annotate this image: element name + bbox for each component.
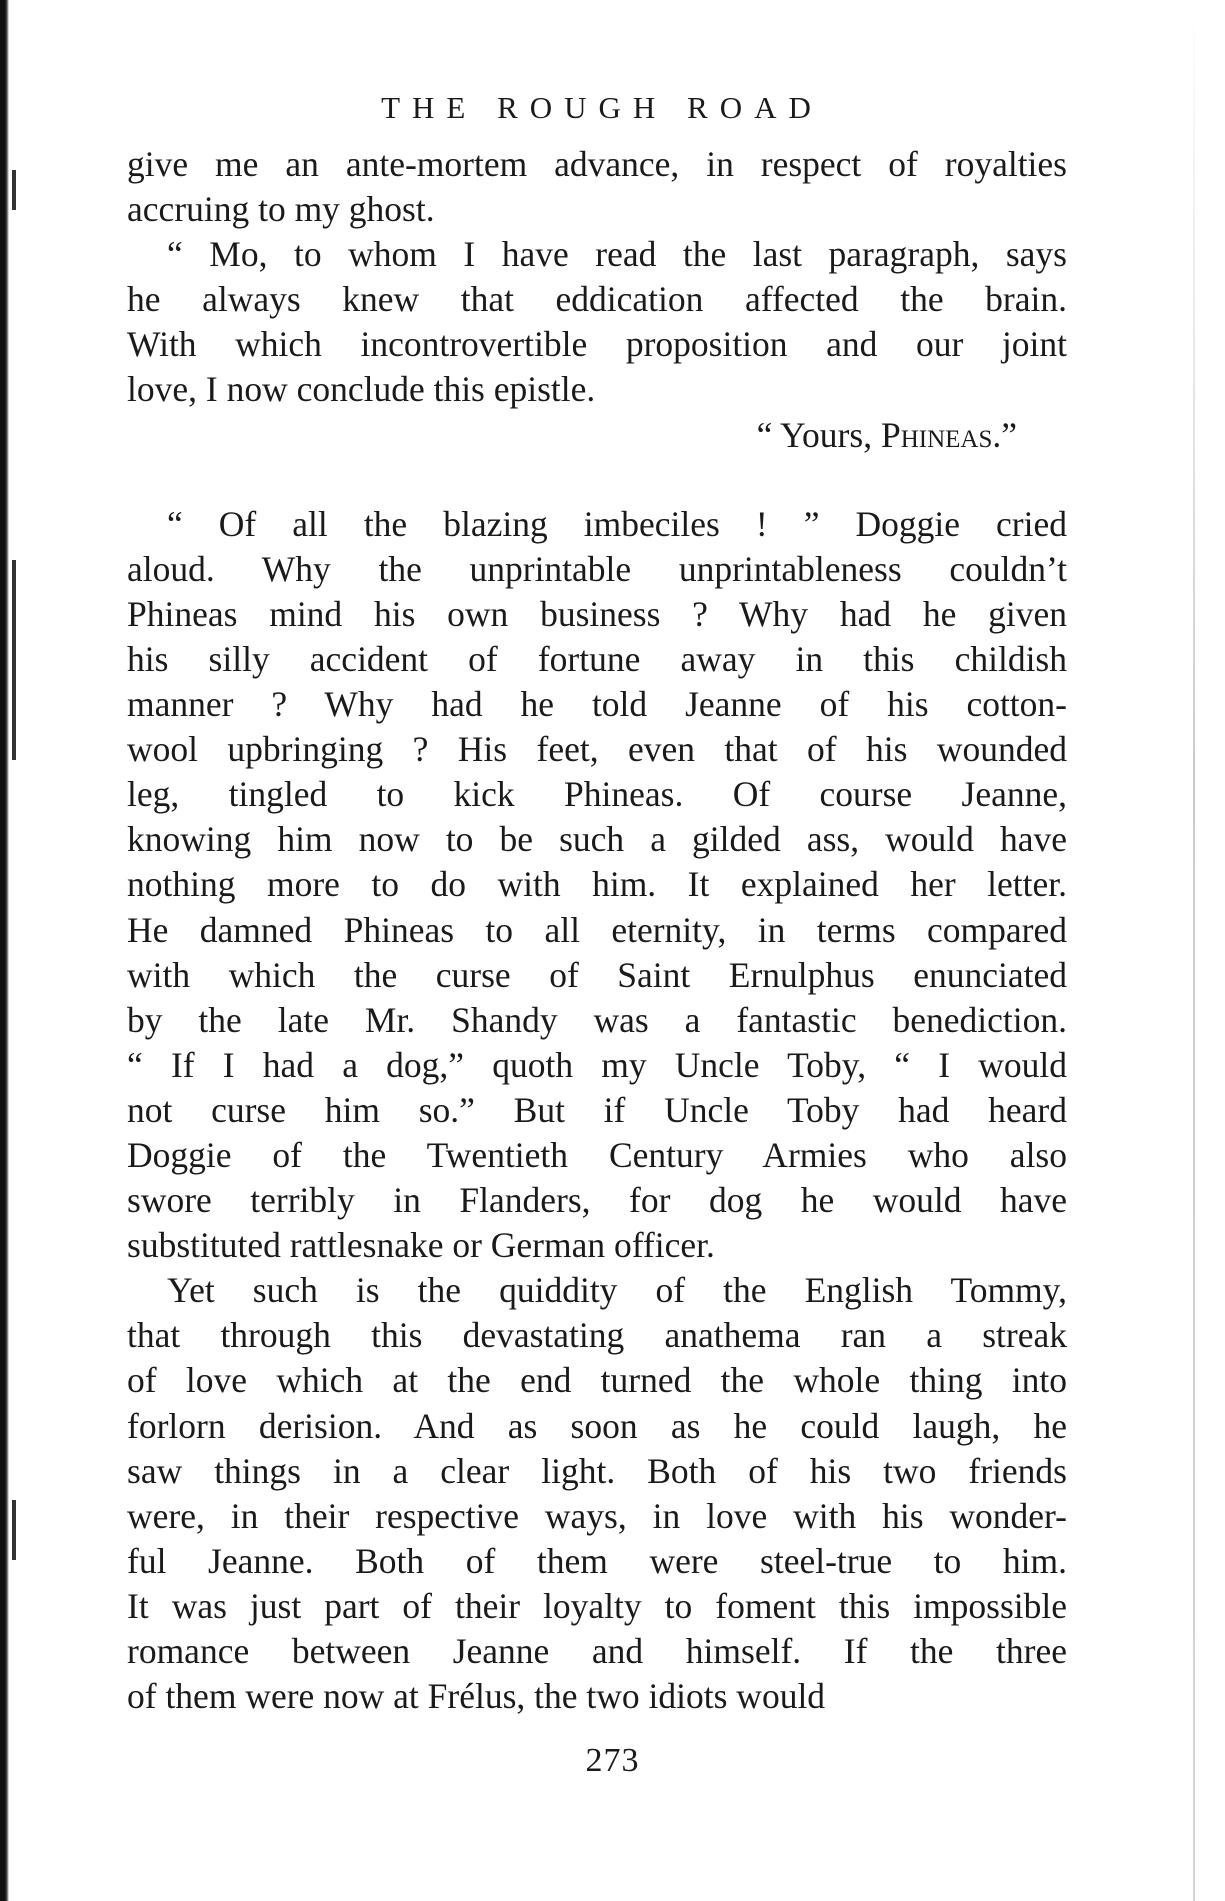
signature-suffix: .” [992, 414, 1017, 455]
text-line: accruing to my ghost. [127, 189, 435, 230]
signature-prefix: “ Yours, [756, 414, 881, 455]
text-line: with which the curse of Saint Ernulphus enunciated [127, 954, 1067, 995]
paragraph [127, 142, 1067, 232]
text-line: knowing him now to be such a gilded ass, would have [127, 819, 1067, 860]
signature-name: Phineas [880, 414, 993, 455]
text-line: “ If I had a dog,” quoth my Uncle Toby, “ I would [127, 1044, 1067, 1085]
running-head: THE ROUGH ROAD [381, 90, 823, 125]
text-block-narrative [127, 502, 1067, 1720]
text-line: by the late Mr. Shandy was a fantastic benediction. [127, 999, 1067, 1040]
binding-mark [12, 1500, 16, 1560]
page-number: 273 [585, 1742, 640, 1779]
text-line: of love which at the end turned the whole thing into [127, 1360, 1067, 1401]
text-line: forlorn derision. And as soon as he could laugh, he [127, 1405, 1067, 1446]
book-page [127, 88, 1067, 1719]
binding-mark [12, 560, 16, 760]
text-line: He damned Phineas to all eternity, in terms compared [127, 909, 1067, 950]
text-line: nothing more to do with him. It explained her letter. [127, 864, 1067, 905]
text-line: he always knew that eddication affected the brain. [127, 279, 1067, 320]
page-edge [1193, 0, 1195, 1901]
letter-signature [127, 413, 1067, 458]
text-line: give me an ante-mortem advance, in respect of royalties [127, 144, 1067, 184]
text-line: “ Of all the blazing imbeciles ! ” Doggie cried [167, 503, 1067, 544]
text-line: romance between Jeanne and himself. If the three [127, 1631, 1067, 1671]
paragraph [127, 232, 1067, 412]
paragraph [127, 502, 1067, 1269]
text-line: Yet such is the quiddity of the English Tommy, [167, 1270, 1067, 1311]
text-block-letter-end [127, 142, 1067, 413]
text-line: With which incontrovertible proposition and our joint [127, 324, 1067, 365]
text-line: were, in their respective ways, in love with his wonder- [127, 1495, 1067, 1536]
text-line: love, I now conclude this epistle. [127, 369, 596, 410]
text-line: aloud. Why the unprintable unprintableness couldn’t [127, 548, 1067, 589]
binding-mark [12, 170, 16, 210]
text-line: saw things in a clear light. Both of his two friends [127, 1450, 1067, 1491]
text-line: Doggie of the Twentieth Century Armies who also [127, 1134, 1067, 1175]
text-line: that through this devastating anathema ran a streak [127, 1315, 1067, 1356]
text-line: not curse him so.” But if Uncle Toby had heard [127, 1089, 1067, 1130]
text-line: leg, tingled to kick Phineas. Of course Jeanne, [127, 774, 1067, 815]
text-line: wool upbringing ? His feet, even that of his wounded [127, 729, 1067, 770]
text-line: swore terribly in Flanders, for dog he would have [127, 1180, 1067, 1221]
binding-shadow [0, 0, 9, 1901]
text-line: substituted rattlesnake or German officer. [127, 1225, 715, 1266]
text-line: manner ? Why had he told Jeanne of his cotton- [127, 684, 1067, 725]
text-line: his silly accident of fortune away in this childish [127, 638, 1067, 679]
text-line: of them were now at Frélus, the two idiots would [127, 1676, 826, 1717]
text-line: It was just part of their loyalty to foment this impossible [127, 1585, 1067, 1626]
paragraph [127, 1268, 1067, 1719]
binding-edge [0, 0, 34, 1901]
text-line: Phineas mind his own business ? Why had he given [127, 593, 1067, 634]
text-line: “ Mo, to whom I have read the last paragraph, says [167, 234, 1067, 275]
text-line: ful Jeanne. Both of them were steel-true to him. [127, 1540, 1067, 1581]
